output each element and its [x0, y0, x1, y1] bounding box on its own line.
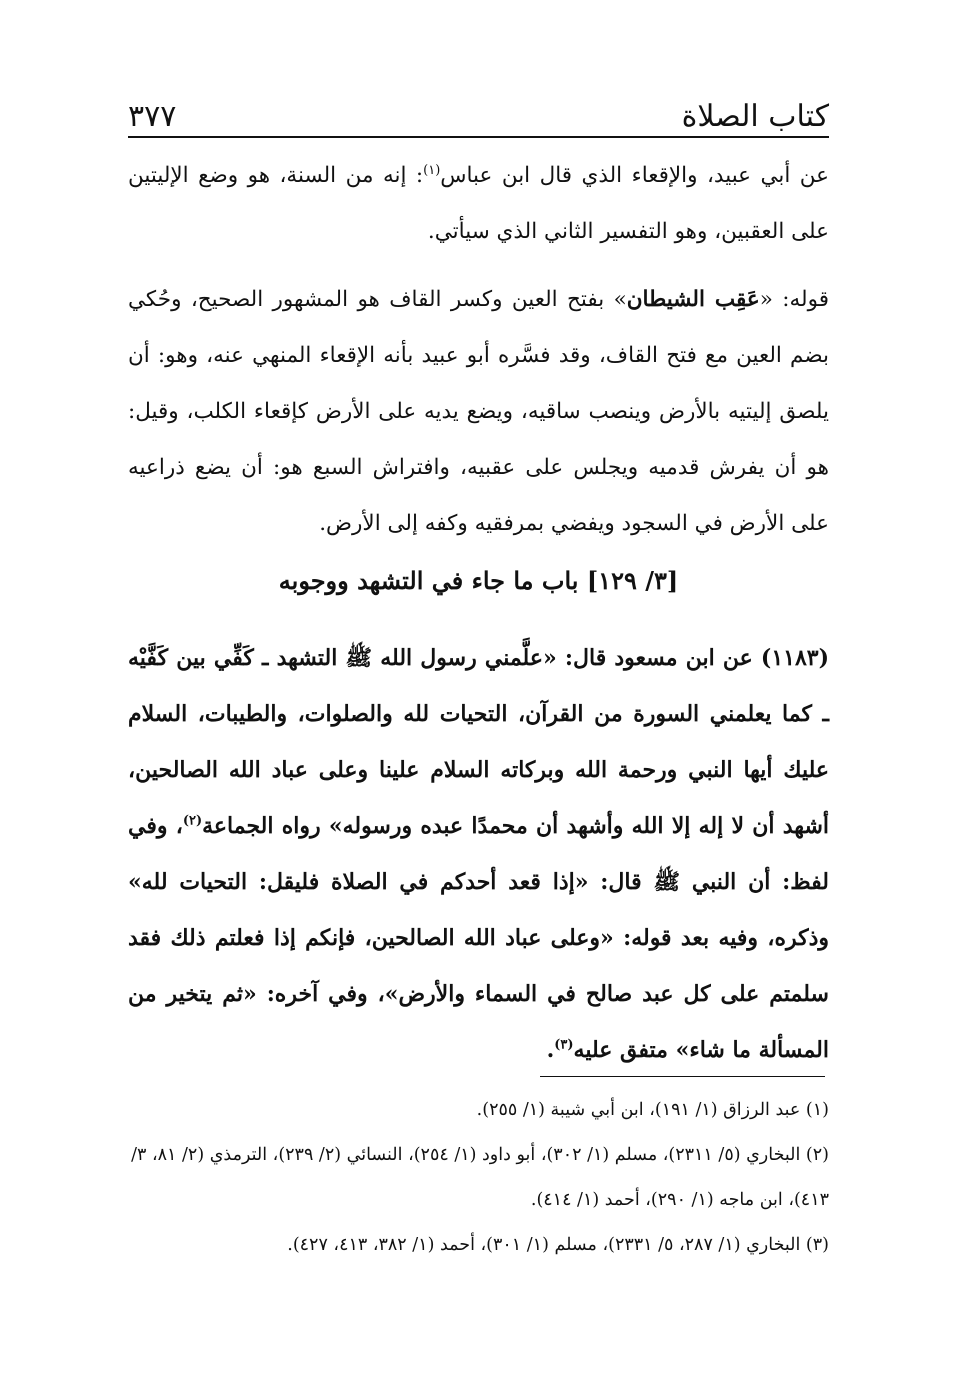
footnote-2: (٢) البخاري (٥/ ٢٣١١)، مسلم (١/ ٣٠٢)، أبو داود (١/ ٢٥٤)، النسائي (٢/ ٢٣٩)، الترمذي (٢/ ٨١، ٣/ ٤١٣)، ابن ماجه (١/ ٢٩٠)، أحمد (١/ ٤١٤).	[131, 1145, 829, 1210]
footnote-ref-3: (٣)	[554, 1037, 574, 1053]
page-header	[128, 78, 829, 134]
footnotes	[128, 1088, 829, 1268]
footnote-ref-1: (١)	[423, 162, 441, 178]
footnote-ref-2: (٢)	[182, 813, 203, 829]
hadith-text-c: .	[546, 1037, 555, 1063]
paragraph-1	[128, 148, 829, 260]
hadith-text-a: (١١٨٣) عن ابن مسعود قال: «علَّمني رسول الله ﷺ التشهد ـ كَفِّي بين كَفَّيْه ـ كما يعلمني السورة من القرآن، التحيات لله والصلوات، والطيبات، السلام عليك أيها النبي ورحمة الله وبركاته السلام علينا وعلى عباد الله الصالحين، أشهد أن لا إله إلا الله وأشهد أن محمدًا عبده ورسوله» رواه الجماعة	[128, 645, 829, 839]
hadith-paragraph	[128, 630, 829, 1078]
paragraph-2-text-b: » بفتح العين وكسر القاف هو المشهور الصحيح، وحُكي بضم العين مع فتح القاف، وقد فسَّره أبو عبيد بأنه الإقعاء المنهي عنه، وهو: أن يلصق إليتيه بالأرض وينصب ساقيه، ويضع يديه على الأرض كإقعاء الكلب، وقيل: هو أن يفرش قدميه ويجلس على عقبيه، وافتراش السبع هو: أن يضع ذراعيه على الأرض في السجود ويفضي بمرفقيه وكفه إلى الأرض.	[128, 287, 829, 536]
hadith-text-b: ، وفي لفظ: أن النبي ﷺ قال: «إذا قعد أحدكم في الصلاة فليقل: التحيات لله» وذكره، وفيه بعد قوله: «وعلى عباد الله الصالحين، فإنكم إذا فعلتم ذلك فقد سلمتم على كل عبد صالح في السماء والأرض»، وفي آخره: «ثم يتخير من المسألة ما شاء» متفق عليه	[128, 813, 829, 1063]
running-title: كتاب الصلاة	[681, 99, 829, 134]
paragraph-1-text-b: : إنه من السنة، هو وضع الإليتين على العقبين، وهو التفسير الثاني الذي سيأتي.	[128, 163, 829, 244]
section-heading: [٣/ ١٢٩] باب ما جاء في التشهد ووجوبه	[278, 566, 679, 595]
paragraph-2	[128, 272, 829, 552]
paragraph-2-text-a: قوله: «	[759, 287, 829, 312]
footnote-1: (١) عبد الرزاق (١/ ١٩١)، ابن أبي شيبة (١/ ٢٥٥).	[476, 1100, 829, 1120]
header-rule	[128, 136, 829, 138]
quoted-term: عَقِب الشيطان	[626, 287, 760, 312]
footnote-3: (٣) البخاري (١/ ٢٨٧، ٥/ ٢٣٣١)، مسلم (١/ ٣٠١)، أحمد (١/ ٣٨٢، ٤١٣، ٤٢٧).	[287, 1235, 829, 1255]
page-number: ٣٧٧	[128, 99, 177, 134]
paragraph-1-text-a: عن أبي عبيد، والإقعاء الذي قال ابن عباس	[440, 163, 829, 188]
footnote-separator	[540, 1076, 825, 1077]
